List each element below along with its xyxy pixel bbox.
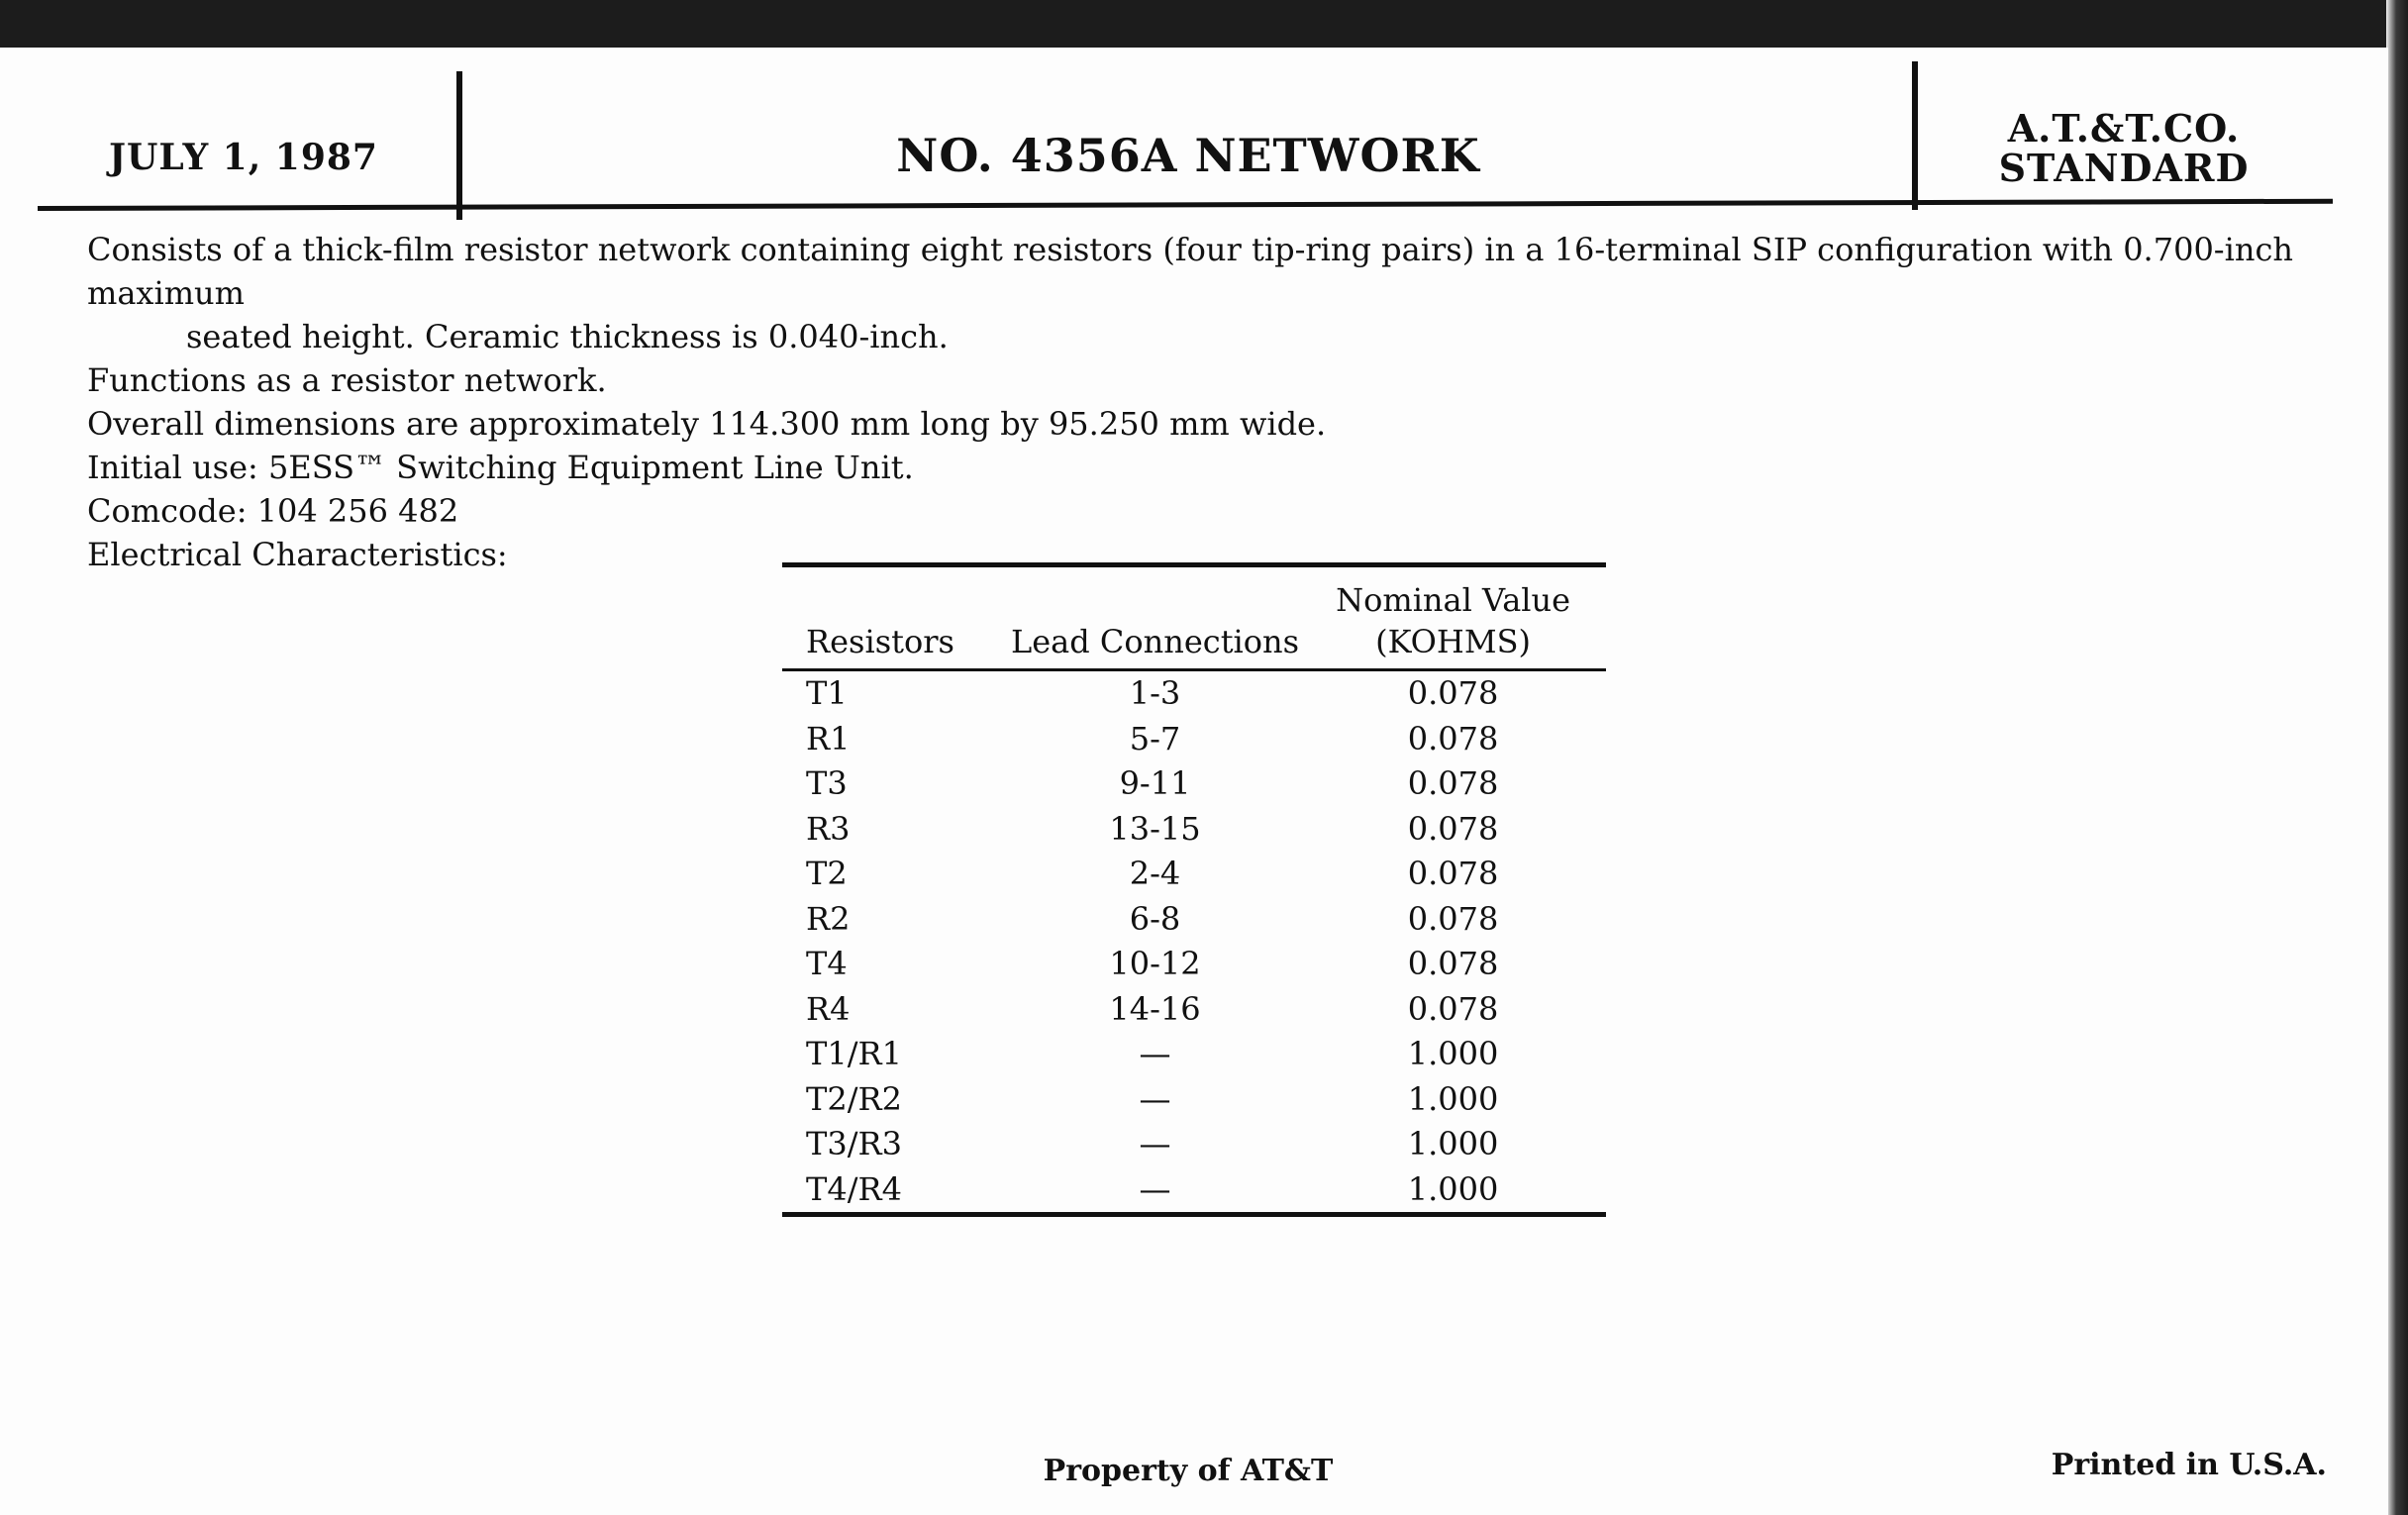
standard-label-line1: A.T.&T.CO. <box>2007 106 2241 151</box>
cell-nominal-value: 0.078 <box>1407 945 1499 982</box>
standard-label-line2: STANDARD <box>1998 146 2250 190</box>
cell-resistor: T3/R3 <box>806 1125 902 1162</box>
document-title: NO. 4356A NETWORK <box>896 129 1480 182</box>
header-divider-right <box>1912 61 1918 210</box>
description-line: Consists of a thick-film resistor network containing eight resistors (four tip-ring pairs) in a 16-terminal SIP configuration with 0.700-inch maximum <box>87 231 2293 312</box>
table-row <box>782 852 1606 897</box>
header-nominal-value-line1: Nominal Value <box>1336 581 1571 619</box>
table-row <box>782 670 1606 717</box>
cell-lead-connection: — <box>1139 1035 1171 1072</box>
standard-label <box>1960 106 2287 190</box>
cell-lead-connection: 5-7 <box>1129 719 1181 758</box>
cell-nominal-value: 0.078 <box>1407 719 1499 758</box>
cell-nominal-value: 0.078 <box>1407 764 1499 802</box>
comcode-line: Comcode: 104 256 482 <box>87 492 459 530</box>
cell-resistor: R4 <box>806 989 851 1028</box>
cell-resistor: T2/R2 <box>806 1079 902 1118</box>
cell-resistor: T1 <box>806 674 848 712</box>
cell-lead-connection: 14-16 <box>1109 989 1201 1028</box>
electrical-characteristics-table <box>782 562 1606 1217</box>
electrical-characteristics-heading: Electrical Characteristics: <box>87 536 508 573</box>
cell-lead-connection: — <box>1139 1125 1171 1162</box>
cell-lead-connection: — <box>1139 1169 1171 1208</box>
table-row <box>782 1077 1606 1123</box>
cell-resistor: T4 <box>806 945 848 982</box>
header-nominal-value <box>1300 565 1606 670</box>
cell-resistor: T1/R1 <box>806 1035 902 1072</box>
description-line-continued: seated height. Ceramic thickness is 0.040-inch. <box>186 318 949 355</box>
table-header-row <box>782 565 1606 670</box>
cell-lead-connection: — <box>1139 1079 1171 1118</box>
dimensions-line: Overall dimensions are approximately 114.300 mm long by 95.250 mm wide. <box>87 405 1327 443</box>
cell-nominal-value: 1.000 <box>1407 1169 1499 1208</box>
table-row <box>782 942 1606 987</box>
footer-property: Property of AT&T <box>1043 1454 1334 1488</box>
cell-lead-connection: 2-4 <box>1129 855 1181 892</box>
cell-lead-connection: 6-8 <box>1129 899 1181 938</box>
header-nominal-value-line2: (KOHMS) <box>1375 623 1531 660</box>
table-row <box>782 897 1606 943</box>
cell-resistor: R1 <box>806 719 851 758</box>
table-row <box>782 761 1606 807</box>
footer-printed: Printed in U.S.A. <box>2051 1448 2327 1482</box>
cell-resistor: R3 <box>806 809 851 848</box>
cell-nominal-value: 0.078 <box>1407 809 1499 848</box>
cell-lead-connection: 13-15 <box>1109 809 1201 848</box>
cell-resistor: R2 <box>806 899 851 938</box>
header-lead-connections: Lead Connections <box>1010 565 1300 670</box>
table-row <box>782 987 1606 1033</box>
function-line: Functions as a resistor network. <box>87 361 607 399</box>
cell-nominal-value: 0.078 <box>1407 989 1499 1028</box>
cell-lead-connection: 10-12 <box>1109 945 1201 982</box>
table-row <box>782 1167 1606 1215</box>
cell-resistor: T4/R4 <box>806 1169 902 1208</box>
description-block <box>87 228 2315 576</box>
cell-nominal-value: 1.000 <box>1407 1079 1499 1118</box>
table-row <box>782 1032 1606 1077</box>
cell-nominal-value: 1.000 <box>1407 1125 1499 1162</box>
cell-nominal-value: 0.078 <box>1407 899 1499 938</box>
scan-border-right <box>2386 0 2408 1515</box>
cell-lead-connection: 9-11 <box>1119 764 1191 802</box>
cell-resistor: T2 <box>806 855 848 892</box>
table-row <box>782 807 1606 853</box>
cell-resistor: T3 <box>806 764 848 802</box>
table-body <box>782 670 1606 1215</box>
cell-lead-connection: 1-3 <box>1129 674 1181 712</box>
table-row <box>782 717 1606 762</box>
initial-use-line: Initial use: 5ESS™ Switching Equipment Line Unit. <box>87 449 914 486</box>
cell-nominal-value: 0.078 <box>1407 674 1499 712</box>
cell-nominal-value: 0.078 <box>1407 855 1499 892</box>
scan-border-top <box>0 0 2408 50</box>
cell-nominal-value: 1.000 <box>1407 1035 1499 1072</box>
header-resistors: Resistors <box>782 565 1010 670</box>
table-row <box>782 1122 1606 1167</box>
document-date: JULY 1, 1987 <box>109 137 378 178</box>
